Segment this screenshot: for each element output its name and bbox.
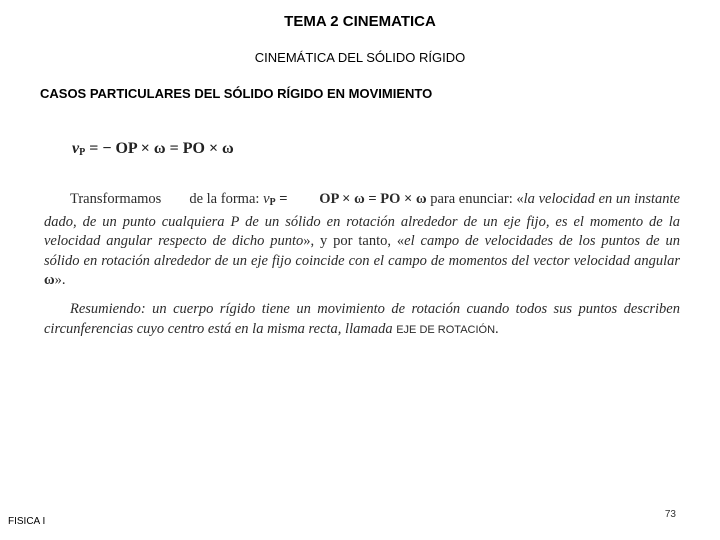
footer-course-label: FISICA I: [8, 516, 46, 527]
paragraph-summary: [44, 300, 680, 340]
p1-formula-eq: =: [275, 191, 292, 207]
p2-end: .: [495, 320, 499, 337]
p2-term: EJE DE ROTACIÓN: [396, 323, 496, 336]
p1-omega: ω: [44, 272, 55, 288]
p1-formula-sub: P: [269, 197, 276, 208]
slide-title: TEMA 2 CINEMATICA: [284, 13, 436, 30]
p1-formula-tail: OP × ω = PO × ω: [319, 191, 427, 207]
p2-italic: Resumiendo: un cuerpo rígido tiene un movimiento de rotación cuando todos sus puntos describen circunferencias cuyo centro está en la misma recta, llamada: [44, 301, 680, 337]
paragraph-transform: [44, 190, 680, 291]
formula-subscript: P: [79, 147, 86, 158]
section-heading: CASOS PARTICULARES DEL SÓLIDO RÍGIDO EN MOVIMIENTO: [40, 86, 433, 101]
p1-italic2: el campo de velocidades de los puntos de un sólido en rotación alrededor de un eje fijo coincide con el campo de momentos del vector velocidad angular: [44, 233, 680, 269]
p1-inline-formula: [263, 191, 426, 207]
formula-v: v: [72, 140, 80, 157]
p1-formula-v: v: [263, 191, 270, 207]
formula-rest: = − OP × ω = PO × ω: [85, 140, 234, 157]
p1-text2: », y por tanto, «: [303, 233, 405, 249]
velocity-formula: [72, 140, 234, 158]
p1-start: Transformamos: [70, 191, 162, 207]
slide-subtitle: CINEMÁTICA DEL SÓLIDO RÍGIDO: [254, 50, 466, 65]
p1-text1: para enunciar: «: [426, 191, 524, 207]
p1-italic1: la velocidad en un instante dado, de un punto cualquiera P de un sólido en rotación alrededor de un eje fijo, es el momento de la velocidad angular respecto de dicho punto: [44, 191, 680, 249]
p1-end: ».: [54, 272, 66, 288]
p1-mid: de la forma:: [189, 191, 260, 207]
page-number: 73: [664, 509, 676, 520]
